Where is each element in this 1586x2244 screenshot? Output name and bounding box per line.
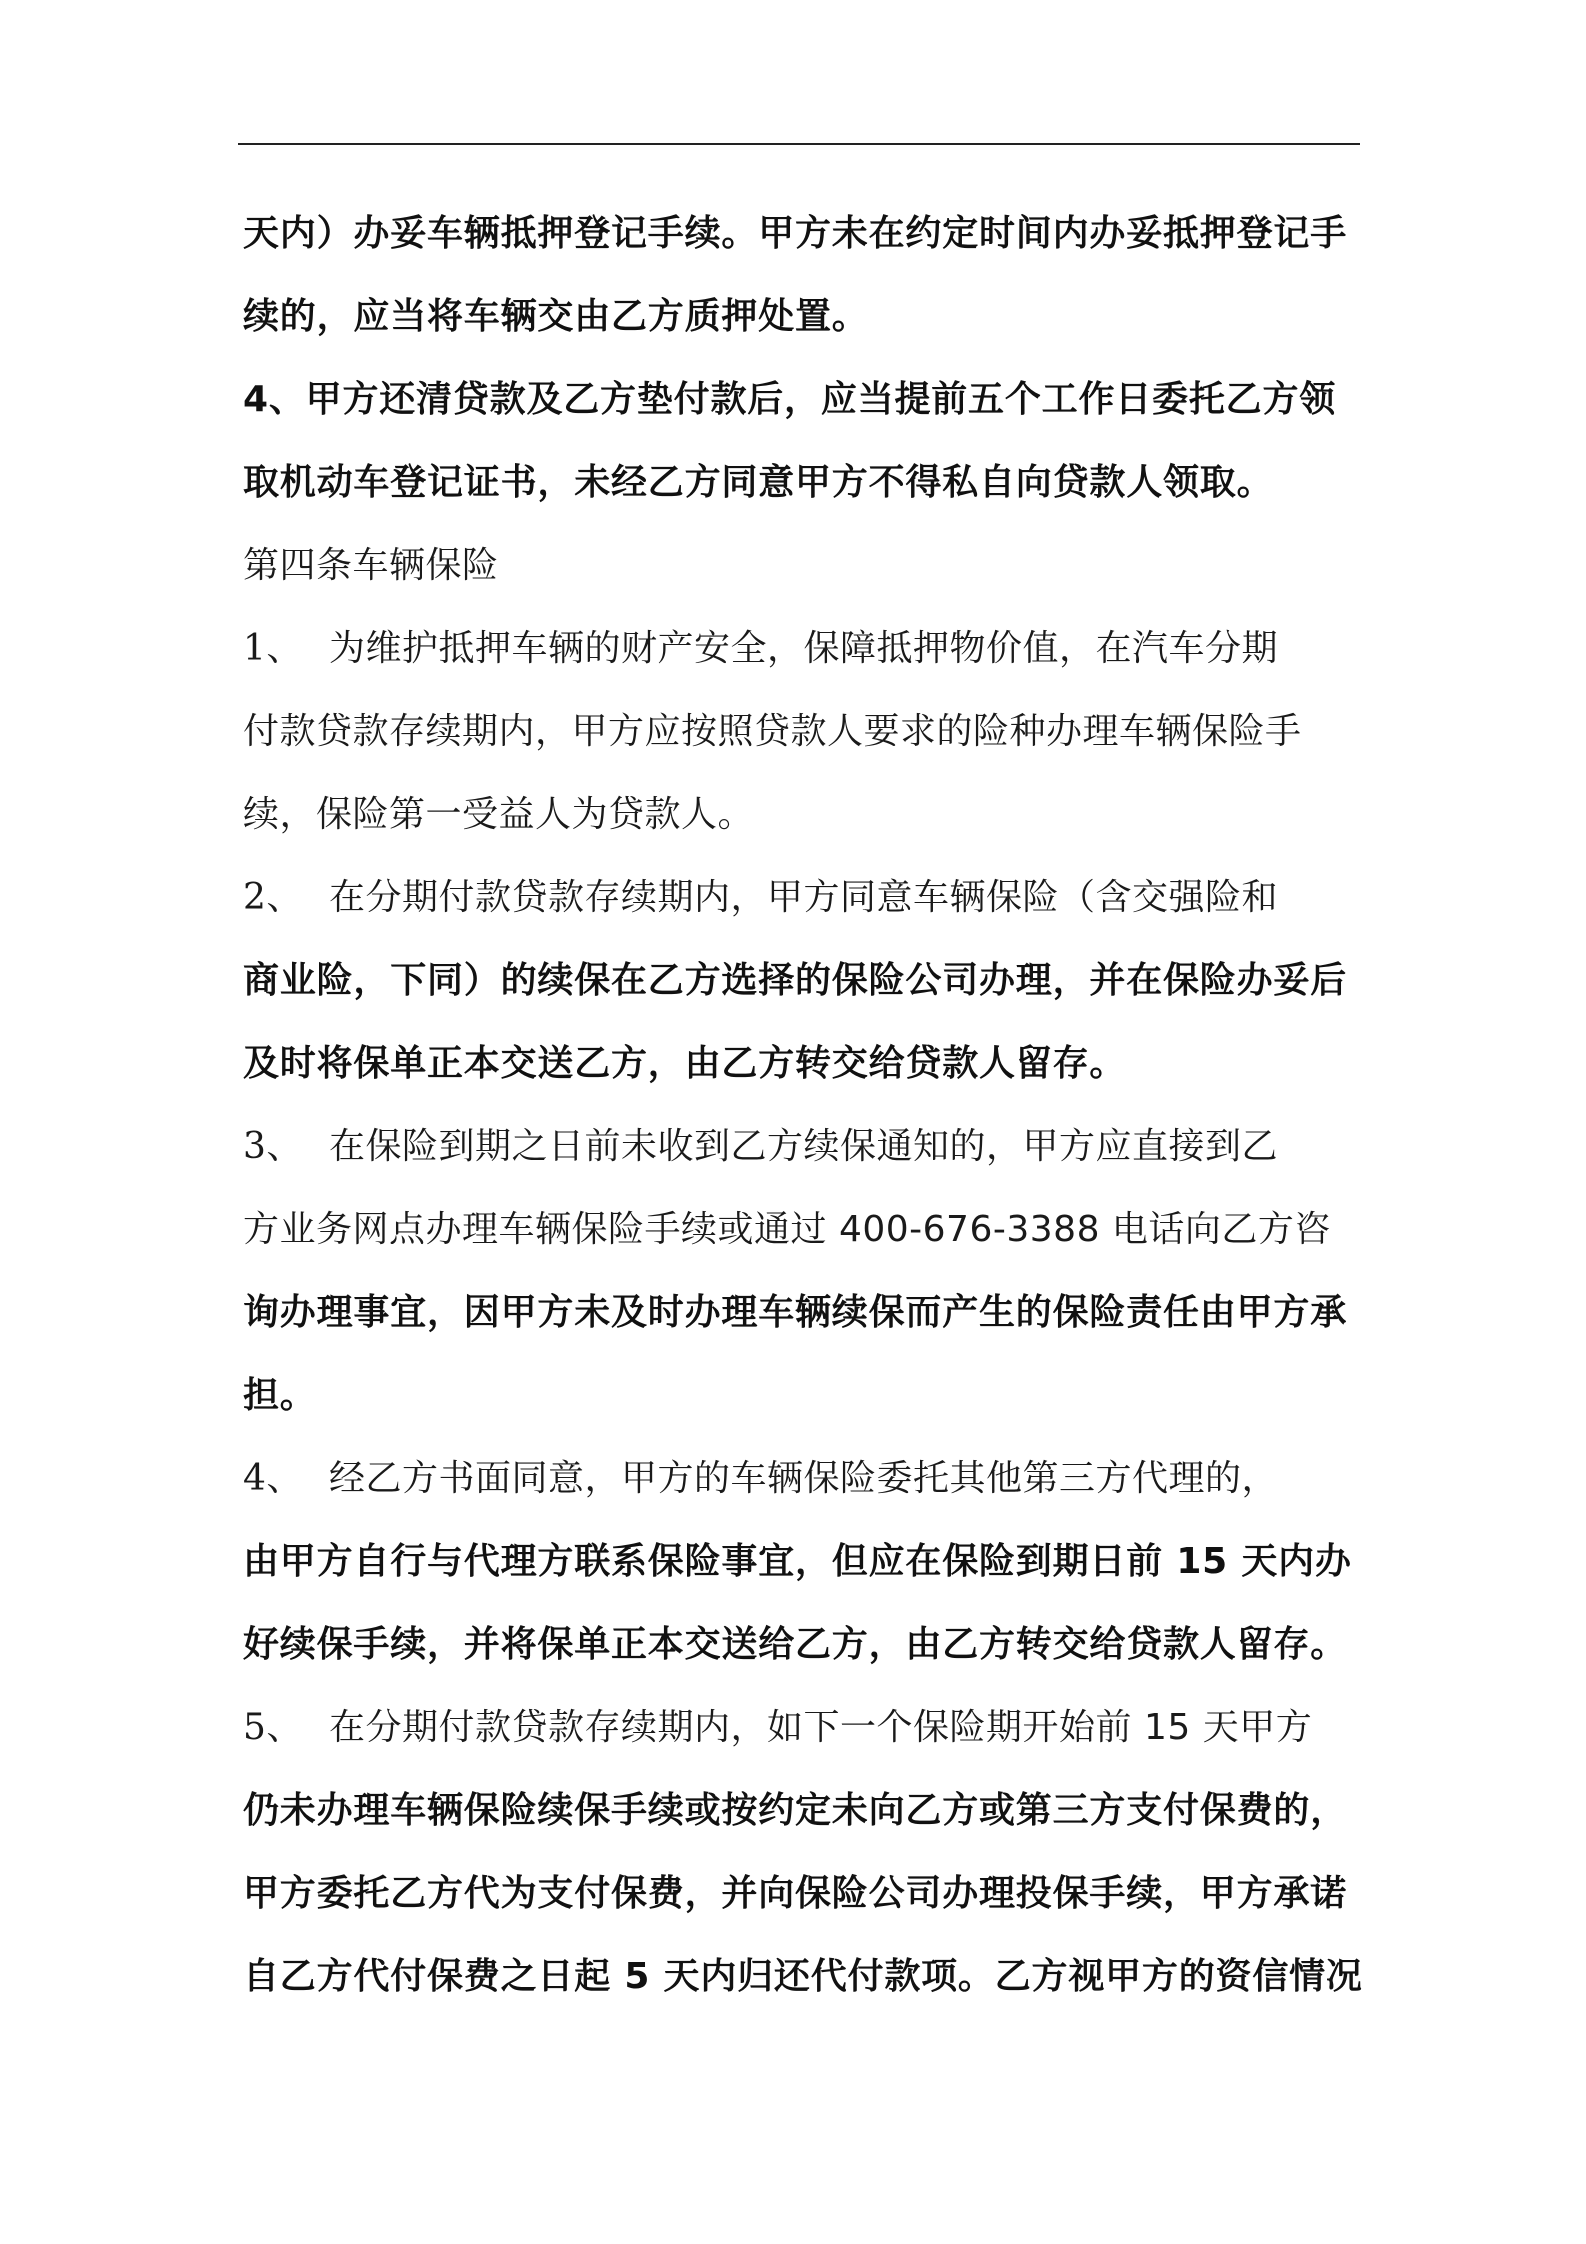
- item-number: 5、: [243, 1707, 303, 1748]
- header-rule: [238, 143, 1360, 145]
- item-number: 2、: [243, 877, 303, 918]
- text-line: 及时将保单正本交送乙方，由乙方转交给贷款人留存。: [243, 1043, 1127, 1084]
- list-item: 1、 为维护抵押车辆的财产安全，保障抵押物价值，在汽车分期: [243, 607, 1363, 690]
- text-line: 方业务网点办理车辆保险手续或通过 400-676-3388 电话向乙方咨: [243, 1209, 1331, 1250]
- text-line: 付款贷款存续期内，甲方应按照贷款人要求的险种办理车辆保险手: [243, 711, 1302, 752]
- text-line: 好续保手续，并将保单正本交送给乙方，由乙方转交给贷款人留存。: [243, 1624, 1348, 1665]
- text-line: 商业险，下同）的续保在乙方选择的保险公司办理，并在保险办妥后: [243, 960, 1348, 1001]
- text-line: 由甲方自行与代理方联系保险事宜，但应在保险到期日前 15 天内办: [243, 1541, 1352, 1582]
- text-line: 续，保险第一受益人为贷款人。: [243, 794, 755, 835]
- list-item: 4、 经乙方书面同意，甲方的车辆保险委托其他第三方代理的，: [243, 1437, 1363, 1520]
- text-line: 取机动车登记证书，未经乙方同意甲方不得私自向贷款人领取。: [243, 462, 1274, 503]
- item-number: 4、: [243, 1458, 303, 1499]
- document-body: [243, 192, 1363, 2018]
- text-line: 担。: [243, 1375, 317, 1416]
- text-line: 自乙方代付保费之日起 5 天内归还代付款项。乙方视甲方的资信情况: [243, 1956, 1363, 1997]
- item-number: 1、: [243, 628, 303, 669]
- text-line: 4、甲方还清贷款及乙方垫付款后，应当提前五个工作日委托乙方领: [243, 379, 1337, 420]
- list-item: 5、 在分期付款贷款存续期内，如下一个保险期开始前 15 天甲方: [243, 1686, 1363, 1769]
- item-number: 3、: [243, 1126, 303, 1167]
- text-line: 仍未办理车辆保险续保手续或按约定未向乙方或第三方支付保费的，: [243, 1790, 1348, 1831]
- text-line: 甲方委托乙方代为支付保费，并向保险公司办理投保手续，甲方承诺: [243, 1873, 1348, 1914]
- text-line: 续的，应当将车辆交由乙方质押处置。: [243, 296, 869, 337]
- section-heading: 第四条车辆保险: [243, 545, 499, 586]
- list-item: 2、 在分期付款贷款存续期内，甲方同意车辆保险（含交强险和: [243, 856, 1363, 939]
- text-line: 询办理事宜，因甲方未及时办理车辆续保而产生的保险责任由甲方承: [243, 1292, 1348, 1333]
- text-line: 天内）办妥车辆抵押登记手续。甲方未在约定时间内办妥抵押登记手: [243, 213, 1348, 254]
- list-item: 3、 在保险到期之日前未收到乙方续保通知的，甲方应直接到乙: [243, 1105, 1363, 1188]
